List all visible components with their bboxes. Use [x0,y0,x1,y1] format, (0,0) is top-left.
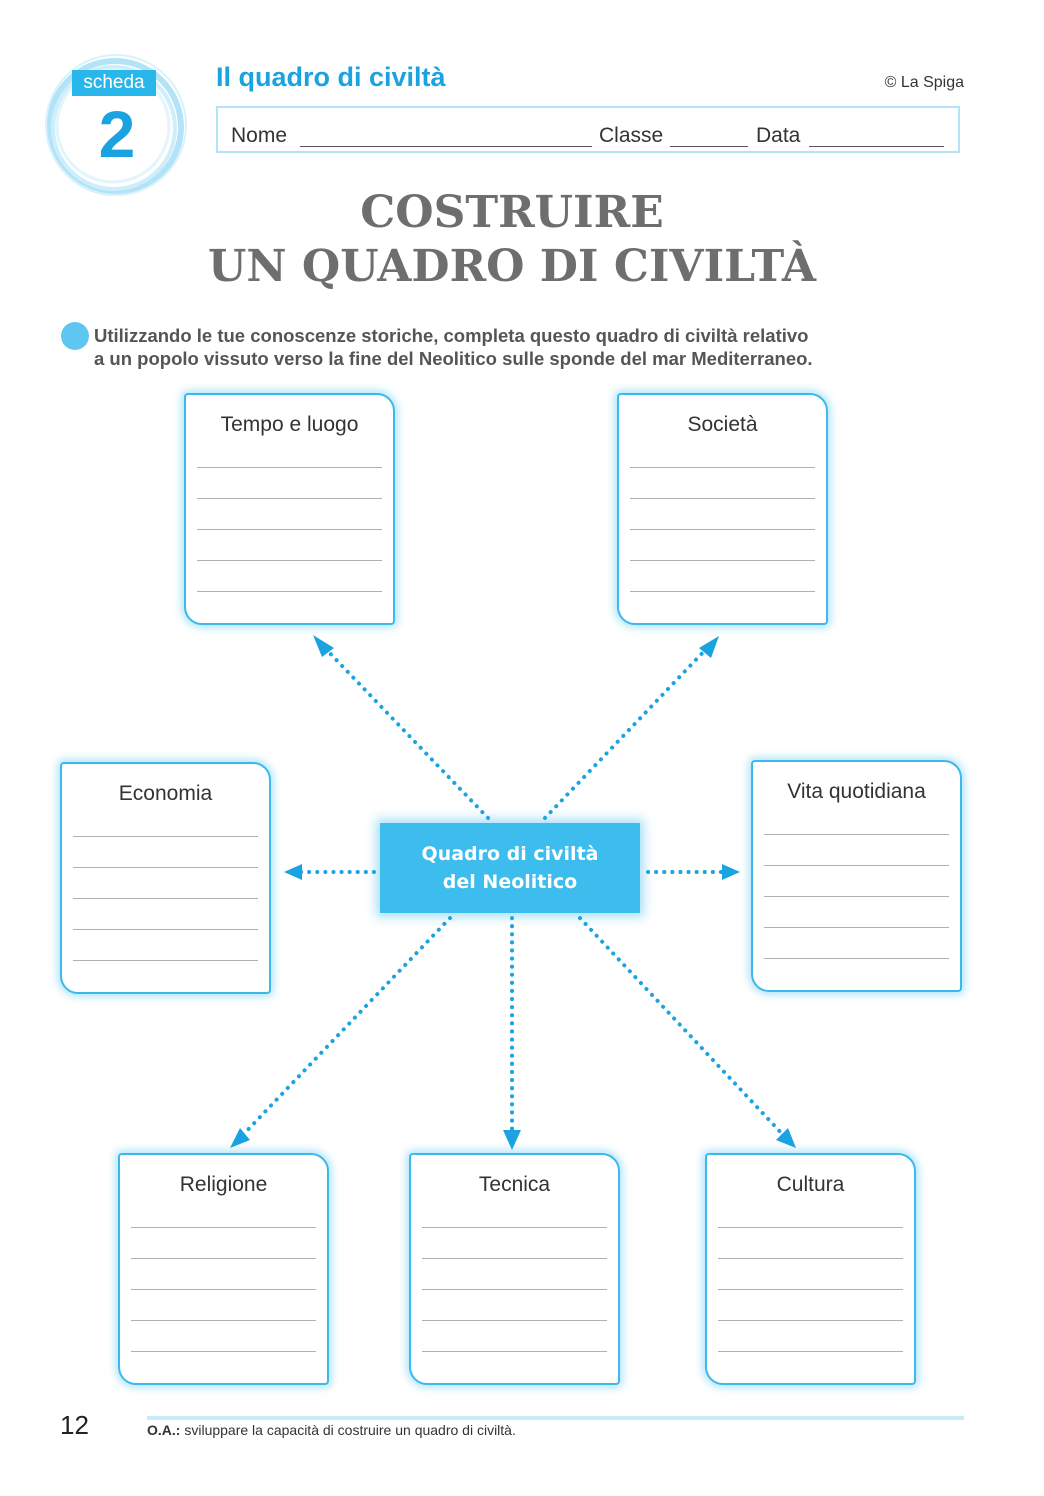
card-title: Tecnica [478,1173,551,1196]
writing-line[interactable] [131,1320,316,1321]
writing-line[interactable] [764,958,949,959]
writing-line[interactable] [197,560,382,561]
arrow-to-societa [545,645,710,818]
writing-line[interactable] [73,898,258,899]
writing-line[interactable] [197,467,382,468]
center-box [380,823,640,913]
writing-line[interactable] [422,1227,607,1228]
writing-line[interactable] [131,1289,316,1290]
main-title-line2: UN QUADRO DI CIVILTÀ [208,241,816,292]
writing-line[interactable] [131,1227,316,1228]
arrowhead-vita-quotidiana [722,864,740,880]
card-vita-quotidiana [751,760,962,992]
writing-line[interactable] [764,834,949,835]
writing-line[interactable] [73,836,258,837]
badge-label: scheda [72,70,156,96]
writing-line[interactable] [422,1289,607,1290]
oa-text: sviluppare la capacità di costruire un quadro di civiltà. [184,1422,516,1438]
writing-line[interactable] [764,896,949,897]
writing-line[interactable] [422,1320,607,1321]
center-line2: del Neolitico [442,871,578,893]
writing-line[interactable] [718,1289,903,1290]
writing-line[interactable] [718,1351,903,1352]
writing-line[interactable] [630,498,815,499]
card-title: Religione [179,1173,268,1196]
writing-line[interactable] [73,867,258,868]
writing-line[interactable] [630,529,815,530]
card-cultura [705,1153,916,1385]
card-economia [60,762,271,994]
writing-line[interactable] [764,927,949,928]
date-label: Data [756,124,801,147]
arrow-to-tempo-e-luogo [322,645,488,818]
name-label: Nome [231,124,288,147]
writing-line[interactable] [422,1258,607,1259]
class-label: Classe [599,124,664,147]
card-title: Vita quotidiana [787,780,926,803]
writing-line[interactable] [718,1258,903,1259]
card-societa [617,393,828,625]
center-line1: Quadro di civiltà [421,843,599,865]
writing-line[interactable] [131,1351,316,1352]
card-tecnica [409,1153,620,1385]
writing-line[interactable] [197,529,382,530]
footer-objective [147,1422,516,1438]
writing-line[interactable] [630,591,815,592]
writing-line[interactable] [73,960,258,961]
writing-line[interactable] [630,560,815,561]
main-title-line1: COSTRUIRE [360,187,664,238]
instruction-line2: a un popolo vissuto verso la fine del Neolitico sulle sponde del mar Mediterraneo. [94,348,813,369]
arrowhead-religione [230,1128,250,1148]
footer-divider [147,1416,964,1420]
card-title: Società [687,413,758,436]
page-number: 12 [60,1410,89,1440]
badge-number: 2 [98,97,136,171]
writing-line[interactable] [422,1351,607,1352]
oa-label: O.A.: [147,1422,181,1438]
arrowhead-tecnica [503,1130,521,1150]
writing-line[interactable] [197,498,382,499]
writing-line[interactable] [718,1227,903,1228]
card-title: Economia [118,782,213,805]
writing-line[interactable] [197,591,382,592]
arrow-to-religione [240,918,450,1138]
instruction-line1: Utilizzando le tue conoscenze storiche, completa questo quadro di civiltà relativo [94,325,809,346]
card-religione [118,1153,329,1385]
card-tempo-e-luogo [184,393,395,625]
arrowhead-economia [284,864,302,880]
writing-line[interactable] [131,1258,316,1259]
writing-line[interactable] [764,865,949,866]
writing-line[interactable] [718,1320,903,1321]
copyright: © La Spiga [884,74,964,91]
card-title: Tempo e luogo [220,413,359,436]
writing-line[interactable] [630,467,815,468]
header-title: Il quadro di civiltà [216,62,446,92]
writing-line[interactable] [73,929,258,930]
card-title: Cultura [776,1173,845,1196]
